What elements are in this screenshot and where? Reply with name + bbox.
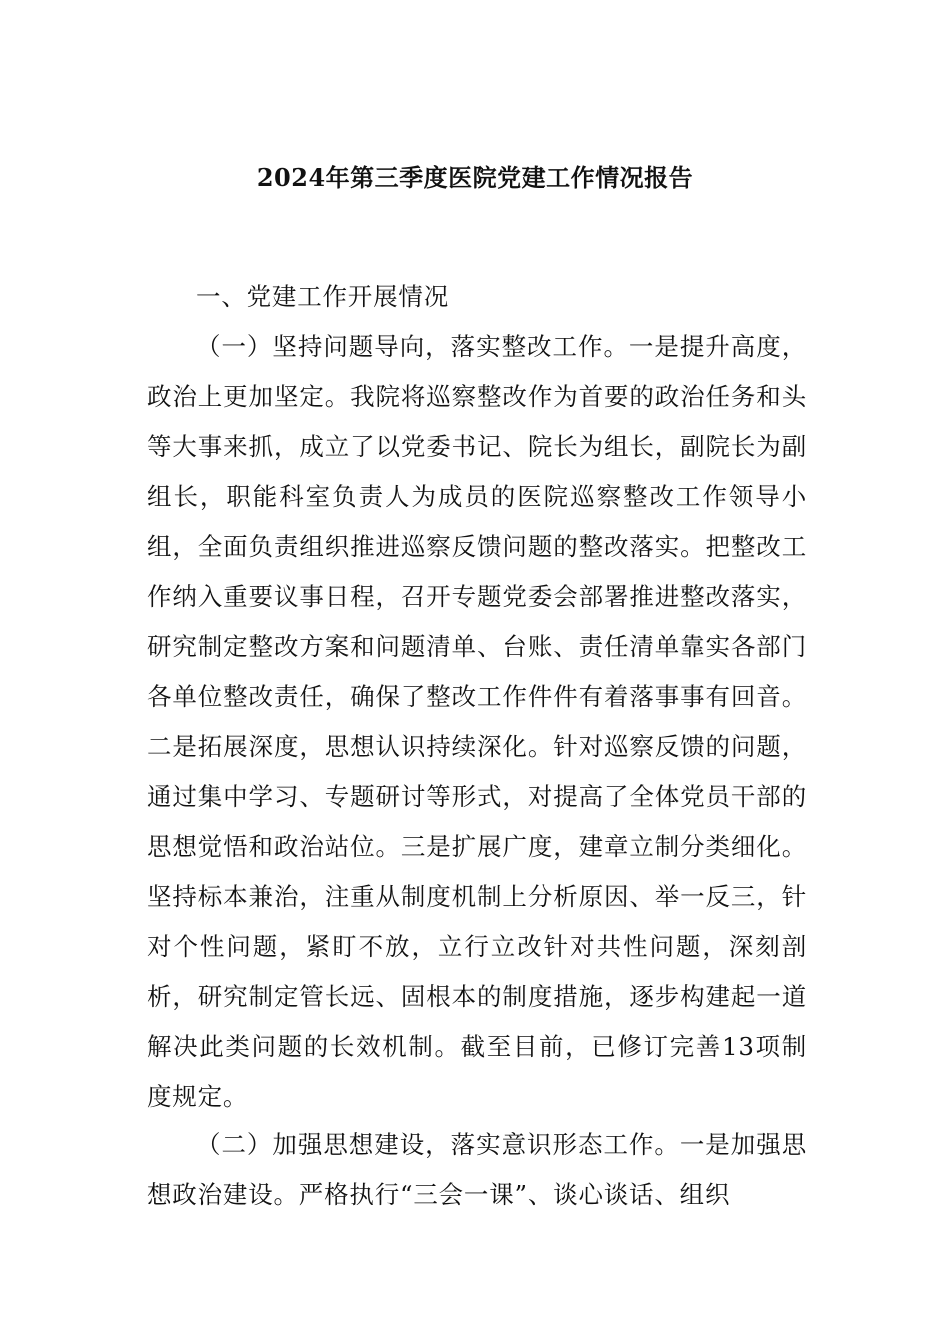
paragraph-2-text: （二）加强思想建设，落实意识形态工作。一是加强思想政治建设。严格执行“三会一课”、谈心谈话、组织 xyxy=(147,1130,807,1209)
paragraph-1-text: （一）坚持问题导向，落实整改工作。一是提升高度，政治上更加坚定。我院将巡察整改作为首要的政治任务和头等大事来抓，成立了以党委书记、院长为组长，副院长为副组长，职能科室负责人为成员的医院巡察整改工作领导小组，全面负责组织推进巡察反馈问题的整改落实。把整改工作纳入重要议事日程，召开专题党委会部署推进整改落实，研究制定整改方案和问题清单、台账、责任清单靠实各部门各单位整改责任，确保了整改工作件件有着落事事有回音。二是拓展深度，思想认识持续深化。针对巡察反馈的问题，通过集中学习、专题研讨等形式，对提高了全体党员干部的思想觉悟和政治站位。三是扩展广度，建章立制分类细化。坚持标本兼治，注重从制度机制上分析原因、举一反三，针对个性问题，紧盯不放，立行立改针对共性问题，深刻剖析，研究制定管长远、固根本的制度措施，逐步构建起一道解决此类问题的长效机制。截至目前，已修订完善13项制度规定。 xyxy=(147,332,807,1111)
document-title: 2024年第三季度医院党建工作情况报告 xyxy=(256,163,694,192)
paragraph-2 xyxy=(147,1120,807,1220)
section-heading: 一、党建工作开展情况 xyxy=(196,282,449,311)
paragraph-1 xyxy=(147,322,807,1122)
